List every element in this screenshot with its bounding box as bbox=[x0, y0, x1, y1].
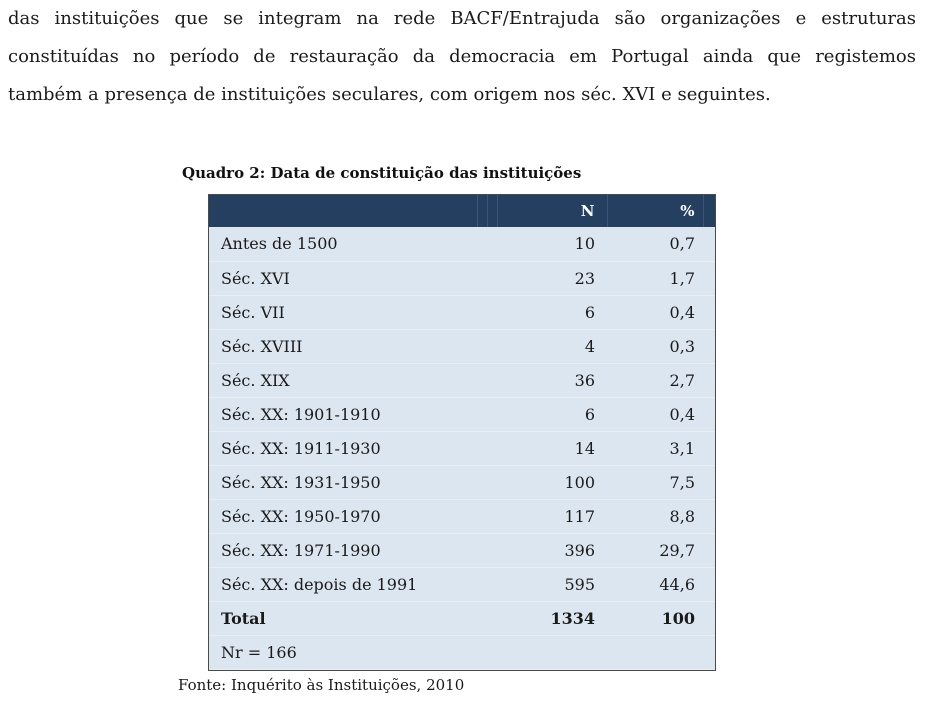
row-spacer bbox=[487, 397, 497, 431]
row-spacer bbox=[477, 431, 487, 465]
row-spacer bbox=[703, 499, 715, 533]
row-percent: 44,6 bbox=[607, 567, 703, 601]
row-spacer bbox=[487, 499, 497, 533]
row-n: 36 bbox=[497, 363, 607, 397]
row-spacer bbox=[487, 363, 497, 397]
table-row bbox=[209, 397, 715, 431]
row-spacer bbox=[703, 465, 715, 499]
table-note-row bbox=[209, 635, 715, 669]
row-percent: 0,4 bbox=[607, 295, 703, 329]
row-spacer bbox=[487, 227, 497, 261]
table-row bbox=[209, 295, 715, 329]
row-label: Séc. XVI bbox=[209, 261, 477, 295]
row-spacer bbox=[477, 295, 487, 329]
row-spacer bbox=[487, 261, 497, 295]
paragraph-line-1: das instituições que se integram na rede BACF/Entrajuda são organizações e estruturas bbox=[8, 8, 916, 29]
table-row bbox=[209, 533, 715, 567]
row-label: Séc. XX: depois de 1991 bbox=[209, 567, 477, 601]
body-paragraph bbox=[8, 0, 916, 114]
sample-note: Nr = 166 bbox=[209, 635, 477, 669]
row-label: Séc. VII bbox=[209, 295, 477, 329]
paragraph-line-3: também a presença de instituições seculares, com origem nos séc. XVI e seguintes. bbox=[8, 84, 771, 105]
table-caption: Quadro 2: Data de constituição das instituições bbox=[182, 164, 582, 182]
table-row bbox=[209, 227, 715, 261]
row-percent: 0,4 bbox=[607, 397, 703, 431]
row-spacer bbox=[487, 533, 497, 567]
header-spacer bbox=[487, 195, 497, 227]
row-spacer bbox=[477, 227, 487, 261]
row-spacer bbox=[703, 261, 715, 295]
row-spacer bbox=[703, 227, 715, 261]
row-n: 14 bbox=[497, 431, 607, 465]
row-spacer bbox=[487, 431, 497, 465]
header-spacer bbox=[477, 195, 487, 227]
table-row bbox=[209, 261, 715, 295]
table-header-row bbox=[209, 195, 715, 227]
row-spacer bbox=[477, 329, 487, 363]
row-spacer bbox=[487, 465, 497, 499]
data-table-container bbox=[208, 194, 716, 671]
row-n: 4 bbox=[497, 329, 607, 363]
row-spacer bbox=[477, 363, 487, 397]
row-percent: 1,7 bbox=[607, 261, 703, 295]
row-percent: 29,7 bbox=[607, 533, 703, 567]
row-n: 6 bbox=[497, 295, 607, 329]
row-label: Séc. XIX bbox=[209, 363, 477, 397]
row-spacer bbox=[703, 329, 715, 363]
header-spacer bbox=[703, 195, 715, 227]
header-n: N bbox=[497, 195, 607, 227]
row-spacer bbox=[477, 261, 487, 295]
row-label: Séc. XX: 1901-1910 bbox=[209, 397, 477, 431]
row-percent: 0,7 bbox=[607, 227, 703, 261]
table-total-row bbox=[209, 601, 715, 635]
table-body bbox=[209, 227, 715, 669]
table-row bbox=[209, 329, 715, 363]
total-n: 1334 bbox=[497, 601, 607, 635]
row-spacer bbox=[477, 397, 487, 431]
row-spacer bbox=[703, 431, 715, 465]
table-row bbox=[209, 465, 715, 499]
row-spacer bbox=[477, 533, 487, 567]
table-row bbox=[209, 567, 715, 601]
row-n: 100 bbox=[497, 465, 607, 499]
row-spacer bbox=[703, 533, 715, 567]
row-spacer bbox=[477, 465, 487, 499]
row-n: 595 bbox=[497, 567, 607, 601]
header-percent: % bbox=[607, 195, 703, 227]
row-label: Antes de 1500 bbox=[209, 227, 477, 261]
source-note: Fonte: Inquérito às Instituições, 2010 bbox=[178, 676, 465, 694]
paragraph-line-2: constituídas no período de restauração da democracia em Portugal ainda que registemos bbox=[8, 46, 916, 67]
row-spacer bbox=[477, 567, 487, 601]
row-spacer bbox=[703, 295, 715, 329]
row-spacer bbox=[703, 397, 715, 431]
row-label: Séc. XX: 1931-1950 bbox=[209, 465, 477, 499]
row-label: Séc. XX: 1911-1930 bbox=[209, 431, 477, 465]
data-table bbox=[209, 195, 715, 670]
total-label: Total bbox=[209, 601, 477, 635]
row-spacer bbox=[703, 363, 715, 397]
row-percent: 7,5 bbox=[607, 465, 703, 499]
row-spacer bbox=[487, 567, 497, 601]
row-label: Séc. XX: 1950-1970 bbox=[209, 499, 477, 533]
row-spacer bbox=[487, 329, 497, 363]
row-spacer bbox=[703, 567, 715, 601]
row-n: 6 bbox=[497, 397, 607, 431]
row-spacer bbox=[477, 499, 487, 533]
row-n: 396 bbox=[497, 533, 607, 567]
row-spacer bbox=[487, 295, 497, 329]
row-percent: 2,7 bbox=[607, 363, 703, 397]
row-label: Séc. XVIII bbox=[209, 329, 477, 363]
row-percent: 0,3 bbox=[607, 329, 703, 363]
table-row bbox=[209, 499, 715, 533]
header-label bbox=[209, 195, 477, 227]
table-row bbox=[209, 363, 715, 397]
row-n: 117 bbox=[497, 499, 607, 533]
table-row bbox=[209, 431, 715, 465]
row-percent: 3,1 bbox=[607, 431, 703, 465]
row-n: 10 bbox=[497, 227, 607, 261]
row-percent: 8,8 bbox=[607, 499, 703, 533]
total-percent: 100 bbox=[607, 601, 703, 635]
row-label: Séc. XX: 1971-1990 bbox=[209, 533, 477, 567]
row-n: 23 bbox=[497, 261, 607, 295]
